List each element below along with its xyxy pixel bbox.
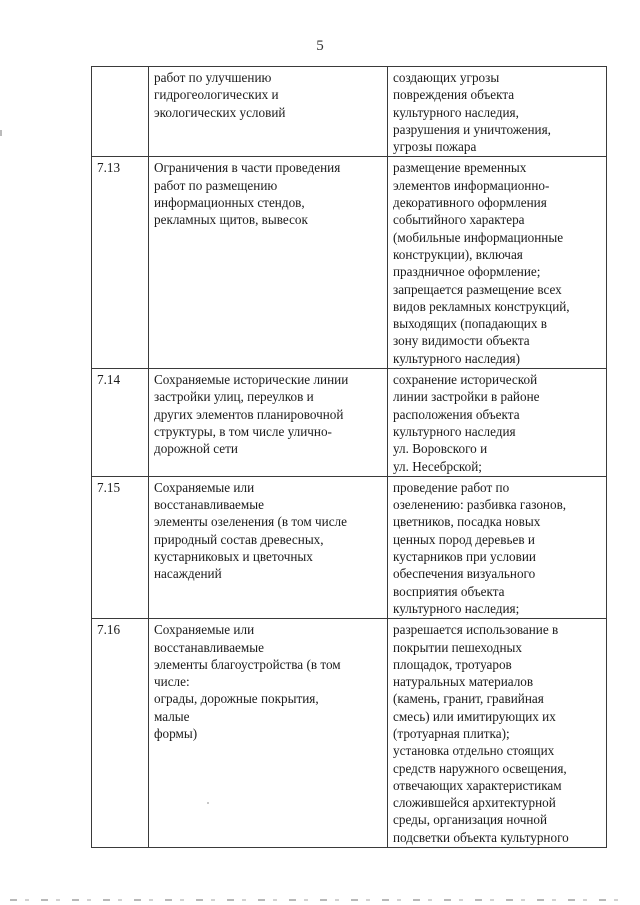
element-name-line: работ по размещению (154, 177, 278, 193)
element-name-line: Ограничения в части проведения (154, 160, 341, 176)
requirement-line: расположения объекта (393, 406, 520, 422)
element-name-line: Сохраняемые исторические линии (154, 372, 349, 388)
element-name-line: восстанавливаемые (154, 497, 264, 513)
requirement-line: размещение временных (393, 160, 527, 176)
element-name-line: работ по улучшению (154, 70, 272, 85)
element-name-line: восстанавливаемые (154, 639, 264, 655)
element-name-line: формы) (154, 725, 198, 741)
row-number: 7.15 (97, 479, 121, 495)
requirement-line: обеспечения визуального (393, 566, 536, 582)
element-name-line: Сохраняемые или (154, 479, 255, 495)
requirement-line: сохранение исторической (393, 372, 538, 388)
requirement-line: разрушения и уничтожения, (393, 121, 551, 137)
requirement-line: повреждения объекта (393, 87, 515, 103)
element-name-line: элементы озеленения (в том числе (154, 514, 347, 530)
requirement-line: декоративного оформления (393, 195, 547, 211)
requirement-line: средств наружного освещения, (393, 760, 567, 776)
element-name-line: дорожной сети (154, 441, 238, 457)
element-name-line: малые (154, 708, 190, 724)
element-name-line: кустарниковых и цветочных (154, 549, 313, 565)
requirement-line: проведение работ по (393, 479, 510, 495)
requirements-cell (388, 369, 607, 477)
element-name-cell (149, 369, 388, 477)
requirement-line: подсветки объекта культурного (393, 829, 569, 845)
requirement-line: ул. Несебрской; (393, 458, 482, 474)
requirement-line: озеленению: разбивка газонов, (393, 497, 567, 513)
requirement-line: отвечающих характеристикам (393, 777, 562, 793)
requirement-line: элементов информационно- (393, 177, 550, 193)
requirements-cell (388, 476, 607, 618)
requirement-line: событийного характера (393, 212, 525, 228)
element-name-line: информационных стендов, (154, 195, 305, 211)
row-number-cell (92, 476, 149, 618)
requirement-line: установка отдельно стоящих (393, 743, 555, 759)
requirement-line: линии застройки в районе (393, 389, 540, 405)
requirement-line: видов рекламных конструкций, (393, 298, 570, 314)
requirement-line: восприятия объекта (393, 583, 505, 599)
requirement-line: выходящих (попадающих в (393, 316, 547, 332)
requirement-line: натуральных материалов (393, 674, 534, 690)
requirement-line: (камень, гранит, гравийная (393, 691, 544, 707)
requirement-line: сложившейся архитектурной (393, 795, 556, 811)
element-name-line: числе: (154, 674, 190, 690)
element-name-line: ограды, дорожные покрытия, (154, 691, 319, 707)
element-name-line: гидрогеологических и (154, 87, 279, 103)
requirement-line: цветников, посадка новых (393, 514, 541, 530)
requirement-line: среды, организация ночной (393, 812, 548, 828)
requirement-line: запрещается размещение всех (393, 281, 562, 297)
table-row (92, 157, 607, 369)
page-number: 5 (316, 38, 324, 54)
requirement-line: покрытии пешеходных (393, 639, 522, 655)
element-name-line: структуры, в том числе улично- (154, 423, 332, 439)
element-name-line: Сохраняемые или (154, 622, 255, 638)
requirement-line: угрозы пожара (393, 139, 477, 155)
requirement-line: разрешается использование в (393, 622, 559, 638)
protection-requirements-table (91, 66, 607, 848)
table-row (92, 67, 607, 157)
row-number: 7.13 (97, 160, 121, 176)
requirements-cell (388, 157, 607, 369)
requirement-line: ул. Воровского и (393, 441, 488, 457)
row-number-cell (92, 369, 149, 477)
requirement-line: культурного наследия; (393, 600, 520, 616)
row-number: 7.16 (97, 622, 121, 638)
scan-mark (0, 130, 2, 136)
element-name-line: природный состав древесных, (154, 531, 324, 547)
requirement-line: смесь) или имитирующих их (393, 708, 556, 724)
element-name-line: рекламных щитов, вывесок (154, 212, 308, 228)
row-number-cell (92, 157, 149, 369)
element-name-cell (149, 476, 388, 618)
requirement-line: культурного наследия) (393, 350, 520, 366)
requirement-line: (тротуарная плитка); (393, 725, 510, 741)
requirement-line: праздничное оформление; (393, 264, 541, 280)
element-name-line: застройки улиц, переулков и (154, 389, 314, 405)
table-row (92, 369, 607, 477)
table-row (92, 619, 607, 848)
element-name-cell (149, 67, 388, 157)
requirement-line: кустарников при условии (393, 549, 536, 565)
requirements-cell (388, 619, 607, 848)
element-name-cell (149, 157, 388, 369)
element-name-line: других элементов планировочной (154, 406, 344, 422)
row-number-cell (92, 67, 149, 157)
table-row (92, 476, 607, 618)
requirement-line: культурного наследия, (393, 104, 519, 120)
scan-speck (207, 802, 209, 804)
element-name-line: элементы благоустройства (в том (154, 656, 341, 672)
requirement-line: создающих угрозы (393, 70, 500, 85)
requirement-line: конструкции), включая (393, 246, 523, 262)
scan-artifact-bottom (10, 899, 630, 901)
row-number-cell (92, 619, 149, 848)
element-name-line: экологических условий (154, 104, 286, 120)
requirement-line: (мобильные информационные (393, 229, 564, 245)
requirement-line: ценных пород деревьев и (393, 531, 535, 547)
requirement-line: площадок, тротуаров (393, 656, 512, 672)
row-number: 7.14 (97, 372, 121, 388)
requirements-cell (388, 67, 607, 157)
requirement-line: зону видимости объекта (393, 333, 530, 349)
element-name-line: насаждений (154, 566, 222, 582)
element-name-cell (149, 619, 388, 848)
requirement-line: культурного наследия (393, 423, 516, 439)
